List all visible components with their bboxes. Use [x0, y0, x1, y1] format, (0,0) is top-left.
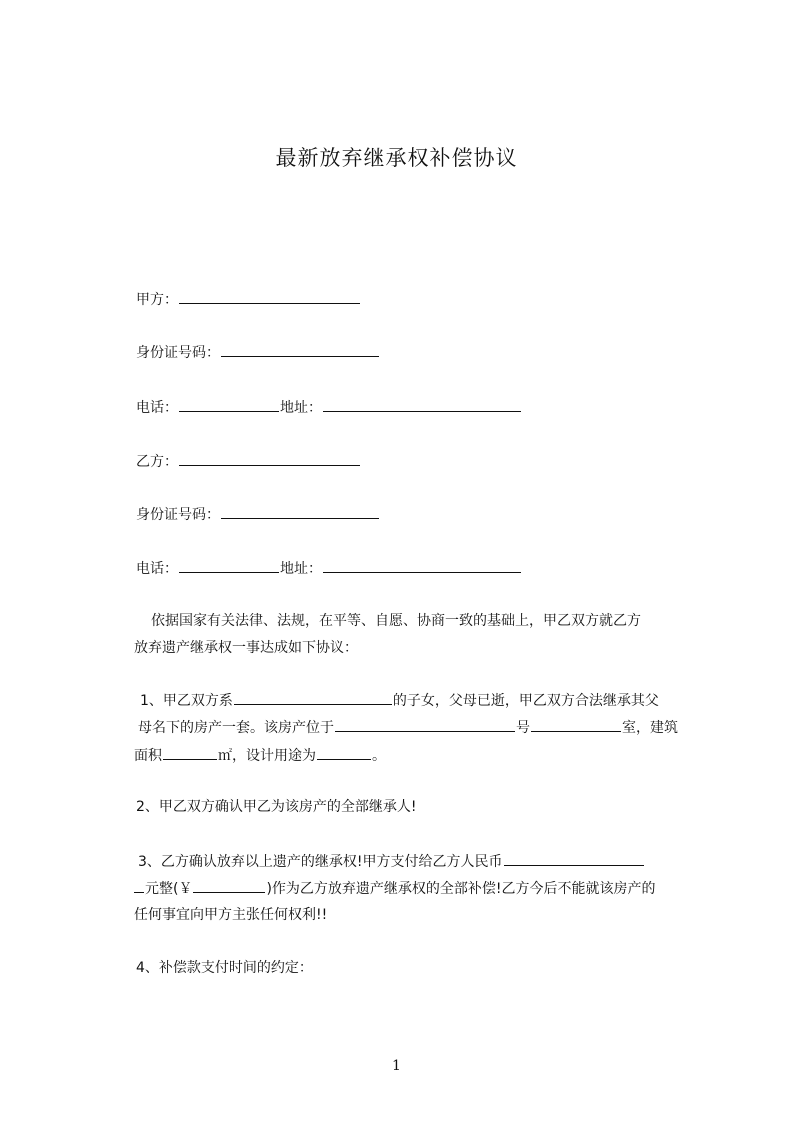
- intro-line-2: 放弃遗产继承权一事达成如下协议：: [134, 640, 358, 656]
- party-b-row: [136, 451, 361, 472]
- party-b-id-row: [136, 504, 380, 525]
- clause-1-text-d: 号: [516, 720, 530, 736]
- clause-4: 4、补偿款支付时间的约定：: [136, 960, 313, 976]
- clause-3-text-a: 3、乙方确认放弃以上遗产的继承权!甲方支付给乙方人民币: [138, 854, 503, 870]
- party-a-address-blank[interactable]: [323, 397, 521, 412]
- amount-figures-blank[interactable]: [193, 878, 265, 893]
- party-b-address-blank[interactable]: [323, 558, 521, 573]
- party-a-id-row: [136, 342, 380, 363]
- party-b-phone-blank[interactable]: [179, 558, 279, 573]
- clause-1-text-g: ㎡，设计用途为: [218, 748, 316, 764]
- party-a-phone-blank[interactable]: [179, 397, 279, 412]
- party-b-contact-row: [136, 558, 522, 579]
- area-blank[interactable]: [163, 745, 217, 760]
- party-a-id-label: 身份证号码：: [136, 345, 220, 361]
- usage-blank[interactable]: [317, 745, 371, 760]
- property-location-blank[interactable]: [335, 717, 515, 732]
- amount-words-blank[interactable]: [504, 851, 644, 866]
- document-title: 最新放弃继承权补偿协议: [275, 146, 518, 170]
- party-a-id-blank[interactable]: [221, 342, 379, 357]
- clause-3-text-b: 元整(￥: [145, 881, 193, 897]
- party-b-phone-label: 电话：: [136, 561, 178, 577]
- clause-1-line-3: [134, 745, 386, 766]
- party-a-label: 甲方：: [136, 292, 178, 308]
- party-b-id-label: 身份证号码：: [136, 507, 220, 523]
- party-b-id-blank[interactable]: [221, 504, 379, 519]
- party-b-label: 乙方：: [136, 454, 178, 470]
- clause-1-line-1: [140, 690, 659, 711]
- amount-words-blank-cont[interactable]: [134, 878, 144, 893]
- party-a-name-blank[interactable]: [179, 289, 360, 304]
- clause-1-text-e: 室，建筑: [622, 720, 678, 736]
- party-a-contact-row: [136, 397, 522, 418]
- clause-3-line-1: [138, 851, 645, 872]
- clause-2: 2、甲乙双方确认甲乙为该房产的全部继承人!: [136, 799, 417, 815]
- clause-1-text-a: 1、甲乙双方系: [140, 693, 233, 709]
- clause-1-text-b: 的子女，父母已逝，甲乙双方合法继承其父: [392, 693, 659, 709]
- party-a-address-label: 地址：: [280, 400, 322, 416]
- party-b-address-label: 地址：: [280, 561, 322, 577]
- relation-blank[interactable]: [234, 690, 392, 705]
- clause-3-line-2: [134, 878, 656, 899]
- clause-1-line-2: [138, 717, 678, 738]
- page-number: 1: [392, 1058, 401, 1074]
- clause-3-text-c: )作为乙方放弃遗产继承权的全部补偿!乙方今后不能就该房产的: [266, 881, 656, 897]
- intro-line-1: 依据国家有关法律、法规，在平等、自愿、协商一致的基础上，甲乙双方就乙方: [151, 613, 641, 629]
- party-b-name-blank[interactable]: [179, 451, 360, 466]
- room-number-blank[interactable]: [531, 717, 621, 732]
- party-a-phone-label: 电话：: [136, 400, 178, 416]
- clause-1-text-h: 。: [372, 748, 386, 764]
- clause-1-text-f: 面积: [134, 748, 162, 764]
- clause-1-text-c: 母名下的房产一套。该房产位于: [138, 720, 334, 736]
- party-a-row: [136, 289, 361, 310]
- clause-3-line-3: 任何事宜向甲方主张任何权利!!: [134, 907, 328, 923]
